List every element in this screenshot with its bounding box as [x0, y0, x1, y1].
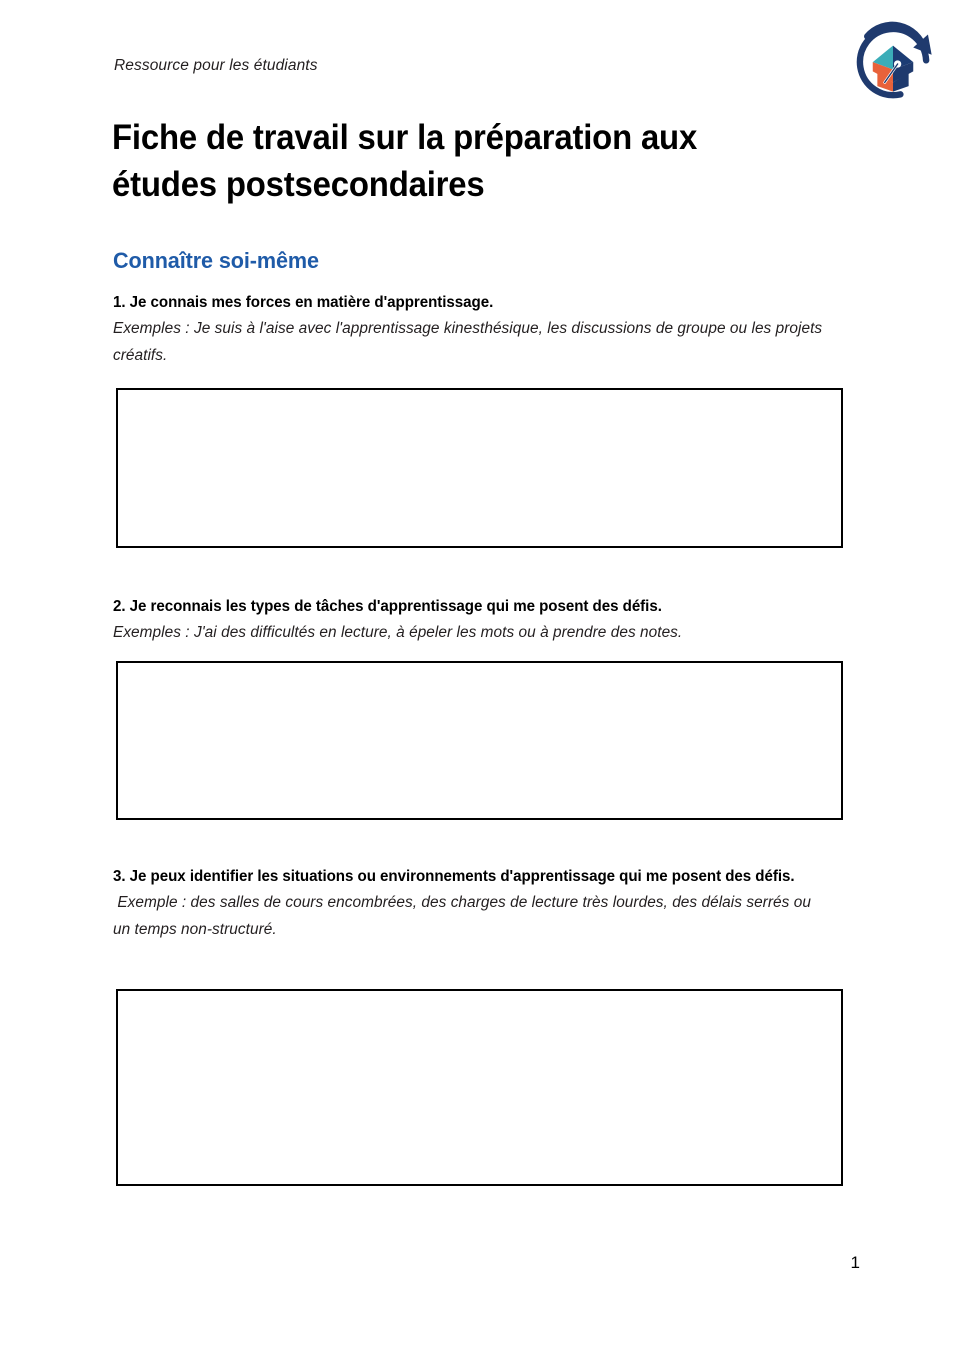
- answer-box-1[interactable]: [116, 388, 843, 548]
- section-heading-connaitre-soi-meme: Connaître soi-même: [113, 248, 319, 273]
- question-block-2: [113, 594, 848, 647]
- question-prompt-3: 3. Je peux identifier les situations ou environnements d'apprentissage qui me posent des défis.: [113, 868, 795, 885]
- question-block-3: [113, 864, 823, 943]
- answer-box-2[interactable]: [116, 661, 843, 820]
- question-example-2: Exemples : J'ai des difficultés en lecture, à épeler les mots ou à prendre des notes.: [113, 624, 683, 641]
- question-block-1: [113, 290, 848, 369]
- answer-box-3[interactable]: [116, 989, 843, 1186]
- graduation-cap-refresh-logo-icon: [843, 18, 943, 110]
- page-header: [0, 0, 960, 112]
- question-example-1: Exemples : Je suis à l'aise avec l'apprentissage kinesthésique, les discussions de groupe ou les projets créatifs.: [113, 320, 827, 364]
- question-prompt-2: 2. Je reconnais les types de tâches d'apprentissage qui me posent des défis.: [113, 598, 662, 615]
- resource-eyebrow-label: Ressource pour les étudiants: [114, 57, 318, 74]
- question-example-3: Exemple : des salles de cours encombrées, des charges de lecture très lourdes, des délais serrés ou un temps non-structuré.: [113, 894, 816, 938]
- page-number-label: 1: [850, 1253, 860, 1272]
- question-prompt-1: 1. Je connais mes forces en matière d'apprentissage.: [113, 294, 494, 311]
- page-title: Fiche de travail sur la préparation aux études postsecondaires: [112, 118, 698, 204]
